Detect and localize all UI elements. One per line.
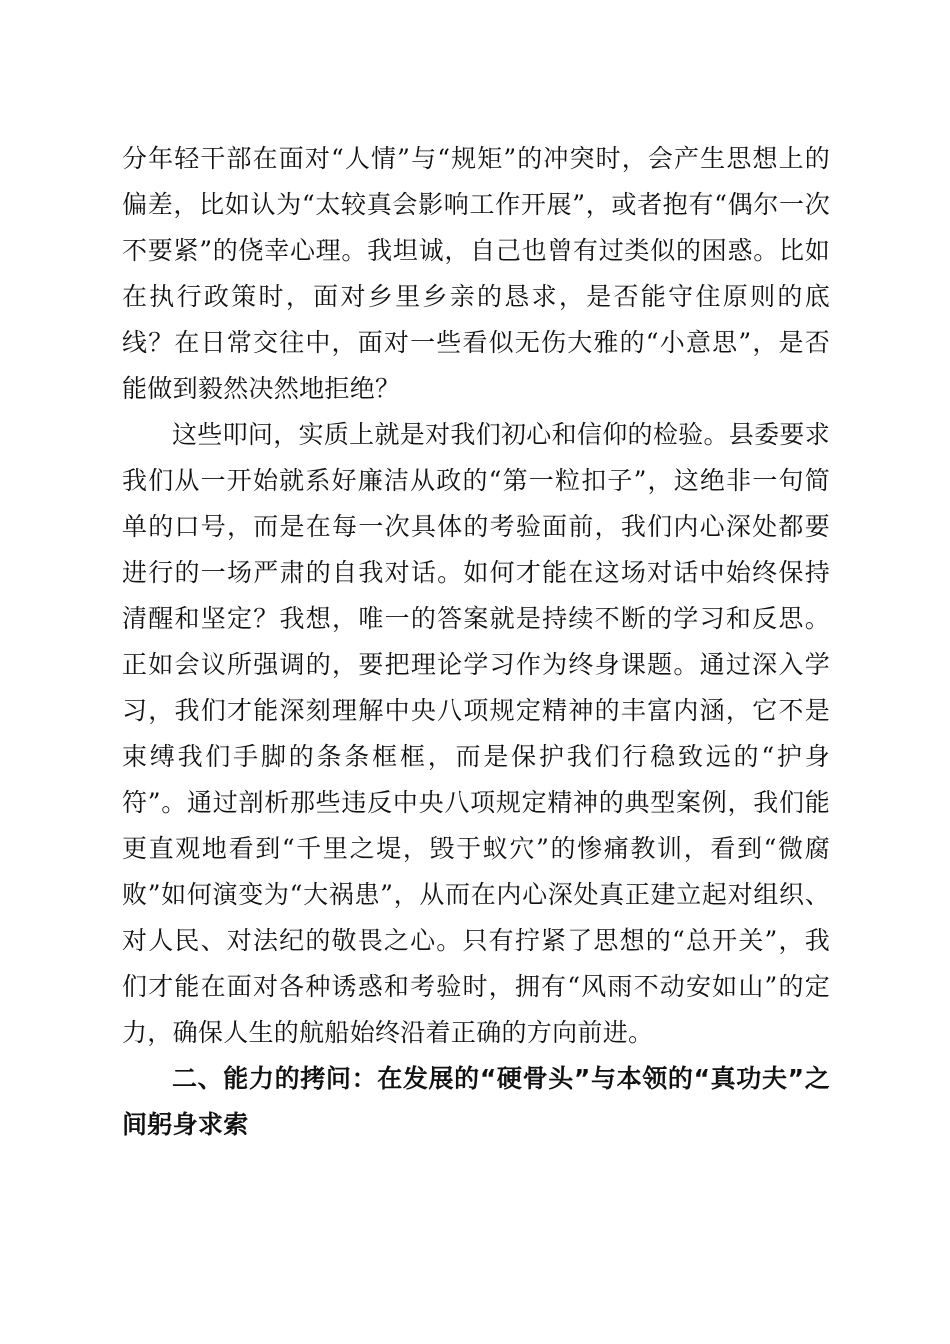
paragraph-continued: 分年轻干部在面对“人情”与“规矩”的冲突时，会产生思想上的偏差，比如认为“太较真会影响工作开展”，或者抱有“偶尔一次不要紧”的侥幸心理。我坦诚，自己也曾有过类似的困惑。比如在执行政策时，面对乡里乡亲的恳求，是否能守住原则的底线？在日常交往中，面对一些看似无伤大雅的“小意思”，是否能做到毅然决然地拒绝？ [122,144,830,403]
section-heading: 二、能力的拷问：在发展的“硬骨头”与本领的“真功夫”之间躬身求索 [122,1064,830,1139]
document-body [122,136,830,1148]
paragraph-reflection: 这些叩问，实质上就是对我们初心和信仰的检验。县委要求我们从一开始就系好廉洁从政的“第一粒扣子”，这绝非一句简单的口号，而是在每一次具体的考验面前，我们内心深处都要进行的一场严肃的自我对话。如何才能在这场对话中始终保持清醒和坚定？我想，唯一的答案就是持续不断的学习和反思。正如会议所强调的，要把理论学习作为终身课题。通过深入学习，我们才能深刻理解中央八项规定精神的丰富内涵，它不是束缚我们手脚的条条框框，而是保护我们行稳致远的“护身符”。通过剖析那些违反中央八项规定精神的典型案例，我们能更直观地看到“千里之堤，毁于蚁穴”的惨痛教训，看到“微腐败”如何演变为“大祸患”，从而在内心深处真正建立起对组织、对人民、对法纪的敬畏之心。只有拧紧了思想的“总开关”，我们才能在面对各种诱惑和考验时，拥有“风雨不动安如山”的定力，确保人生的航船始终沿着正确的方向前进。 [122,420,830,1047]
